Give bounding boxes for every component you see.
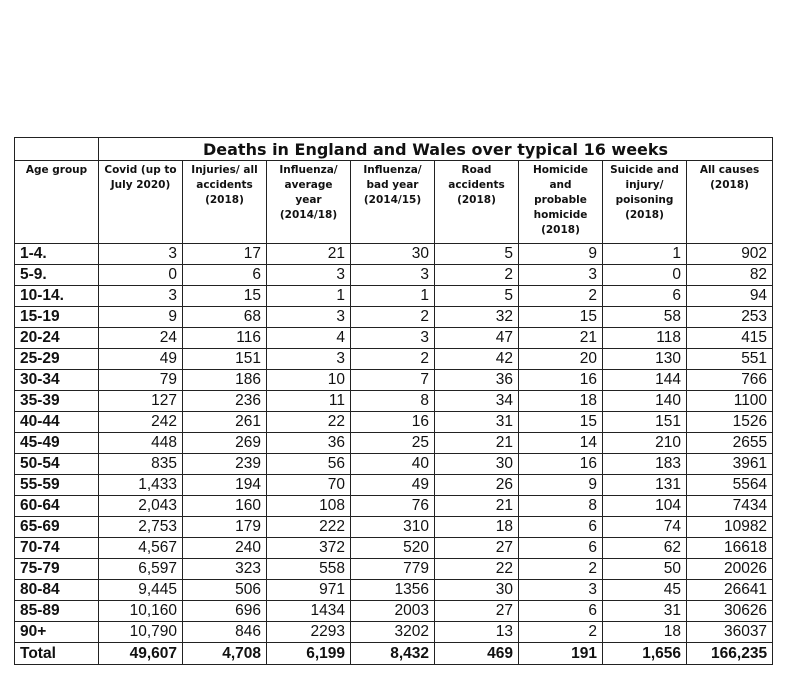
value-cell: 9 bbox=[519, 244, 603, 265]
value-cell: 30 bbox=[435, 454, 519, 475]
value-cell: 239 bbox=[183, 454, 267, 475]
value-cell: 971 bbox=[267, 580, 351, 601]
value-cell: 6 bbox=[183, 265, 267, 286]
value-cell: 94 bbox=[687, 286, 773, 307]
value-cell: 10982 bbox=[687, 517, 773, 538]
value-cell: 42 bbox=[435, 349, 519, 370]
header-row bbox=[15, 161, 773, 244]
value-cell: 14 bbox=[519, 433, 603, 454]
value-cell: 56 bbox=[267, 454, 351, 475]
table-row bbox=[15, 370, 773, 391]
table-title: Deaths in England and Wales over typical 16 weeks bbox=[99, 138, 773, 161]
table-row bbox=[15, 244, 773, 265]
value-cell: 2,753 bbox=[99, 517, 183, 538]
value-cell: 21 bbox=[267, 244, 351, 265]
value-cell: 50 bbox=[603, 559, 687, 580]
value-cell: 130 bbox=[603, 349, 687, 370]
table-row bbox=[15, 580, 773, 601]
value-cell: 9 bbox=[99, 307, 183, 328]
value-cell: 6 bbox=[603, 286, 687, 307]
value-cell: 236 bbox=[183, 391, 267, 412]
value-cell: 5 bbox=[435, 286, 519, 307]
value-cell: 10,160 bbox=[99, 601, 183, 622]
value-cell: 210 bbox=[603, 433, 687, 454]
age-group-cell: 80-84 bbox=[15, 580, 99, 601]
age-group-cell: 45-49 bbox=[15, 433, 99, 454]
value-cell: 36037 bbox=[687, 622, 773, 643]
value-cell: 31 bbox=[603, 601, 687, 622]
value-cell: 2 bbox=[351, 349, 435, 370]
age-group-cell: 35-39 bbox=[15, 391, 99, 412]
value-cell: 1 bbox=[603, 244, 687, 265]
value-cell: 520 bbox=[351, 538, 435, 559]
total-value-cell: 1,656 bbox=[603, 643, 687, 665]
value-cell: 179 bbox=[183, 517, 267, 538]
table-row bbox=[15, 286, 773, 307]
value-cell: 10,790 bbox=[99, 622, 183, 643]
table-row bbox=[15, 454, 773, 475]
value-cell: 15 bbox=[519, 412, 603, 433]
value-cell: 21 bbox=[435, 433, 519, 454]
table-row bbox=[15, 622, 773, 643]
value-cell: 140 bbox=[603, 391, 687, 412]
value-cell: 25 bbox=[351, 433, 435, 454]
value-cell: 49 bbox=[351, 475, 435, 496]
value-cell: 6 bbox=[519, 538, 603, 559]
value-cell: 16 bbox=[519, 454, 603, 475]
value-cell: 415 bbox=[687, 328, 773, 349]
age-group-cell: 75-79 bbox=[15, 559, 99, 580]
table-row bbox=[15, 433, 773, 454]
value-cell: 40 bbox=[351, 454, 435, 475]
age-group-cell: 40-44 bbox=[15, 412, 99, 433]
table-row bbox=[15, 328, 773, 349]
corner-cell bbox=[15, 138, 99, 161]
value-cell: 27 bbox=[435, 601, 519, 622]
table-row bbox=[15, 538, 773, 559]
total-value-cell: 6,199 bbox=[267, 643, 351, 665]
value-cell: 4 bbox=[267, 328, 351, 349]
value-cell: 846 bbox=[183, 622, 267, 643]
value-cell: 0 bbox=[99, 265, 183, 286]
value-cell: 30626 bbox=[687, 601, 773, 622]
column-header: Age group bbox=[15, 161, 99, 244]
value-cell: 26641 bbox=[687, 580, 773, 601]
value-cell: 62 bbox=[603, 538, 687, 559]
value-cell: 5564 bbox=[687, 475, 773, 496]
value-cell: 1434 bbox=[267, 601, 351, 622]
age-group-cell: 5-9. bbox=[15, 265, 99, 286]
age-group-cell: 60-64 bbox=[15, 496, 99, 517]
total-value-cell: 191 bbox=[519, 643, 603, 665]
value-cell: 3 bbox=[99, 286, 183, 307]
value-cell: 144 bbox=[603, 370, 687, 391]
value-cell: 3 bbox=[351, 328, 435, 349]
value-cell: 3 bbox=[267, 307, 351, 328]
value-cell: 20 bbox=[519, 349, 603, 370]
table-row bbox=[15, 475, 773, 496]
value-cell: 3202 bbox=[351, 622, 435, 643]
value-cell: 261 bbox=[183, 412, 267, 433]
age-group-cell: 70-74 bbox=[15, 538, 99, 559]
value-cell: 20026 bbox=[687, 559, 773, 580]
value-cell: 835 bbox=[99, 454, 183, 475]
age-group-cell: 90+ bbox=[15, 622, 99, 643]
value-cell: 30 bbox=[435, 580, 519, 601]
total-value-cell: 4,708 bbox=[183, 643, 267, 665]
value-cell: 17 bbox=[183, 244, 267, 265]
value-cell: 2003 bbox=[351, 601, 435, 622]
value-cell: 31 bbox=[435, 412, 519, 433]
age-group-cell: 30-34 bbox=[15, 370, 99, 391]
value-cell: 6 bbox=[519, 517, 603, 538]
value-cell: 79 bbox=[99, 370, 183, 391]
value-cell: 448 bbox=[99, 433, 183, 454]
value-cell: 18 bbox=[519, 391, 603, 412]
value-cell: 118 bbox=[603, 328, 687, 349]
value-cell: 7434 bbox=[687, 496, 773, 517]
value-cell: 242 bbox=[99, 412, 183, 433]
title-row bbox=[15, 138, 773, 161]
value-cell: 240 bbox=[183, 538, 267, 559]
value-cell: 21 bbox=[519, 328, 603, 349]
value-cell: 11 bbox=[267, 391, 351, 412]
value-cell: 183 bbox=[603, 454, 687, 475]
value-cell: 310 bbox=[351, 517, 435, 538]
value-cell: 222 bbox=[267, 517, 351, 538]
value-cell: 2 bbox=[519, 286, 603, 307]
total-row bbox=[15, 643, 773, 665]
value-cell: 10 bbox=[267, 370, 351, 391]
age-group-cell: 25-29 bbox=[15, 349, 99, 370]
age-group-cell: 10-14. bbox=[15, 286, 99, 307]
value-cell: 70 bbox=[267, 475, 351, 496]
value-cell: 2 bbox=[519, 559, 603, 580]
value-cell: 131 bbox=[603, 475, 687, 496]
age-group-cell: 85-89 bbox=[15, 601, 99, 622]
value-cell: 24 bbox=[99, 328, 183, 349]
table-row bbox=[15, 559, 773, 580]
value-cell: 26 bbox=[435, 475, 519, 496]
table-row bbox=[15, 265, 773, 286]
column-header: Suicide and injury/ poisoning (2018) bbox=[603, 161, 687, 244]
value-cell: 1,433 bbox=[99, 475, 183, 496]
value-cell: 8 bbox=[351, 391, 435, 412]
value-cell: 160 bbox=[183, 496, 267, 517]
age-group-cell: 1-4. bbox=[15, 244, 99, 265]
column-header: Influenza/ average year (2014/18) bbox=[267, 161, 351, 244]
value-cell: 21 bbox=[435, 496, 519, 517]
table-row bbox=[15, 496, 773, 517]
value-cell: 32 bbox=[435, 307, 519, 328]
value-cell: 8 bbox=[519, 496, 603, 517]
value-cell: 3961 bbox=[687, 454, 773, 475]
value-cell: 104 bbox=[603, 496, 687, 517]
value-cell: 18 bbox=[435, 517, 519, 538]
value-cell: 2 bbox=[351, 307, 435, 328]
table-row bbox=[15, 517, 773, 538]
value-cell: 2293 bbox=[267, 622, 351, 643]
age-group-cell: 50-54 bbox=[15, 454, 99, 475]
value-cell: 68 bbox=[183, 307, 267, 328]
value-cell: 18 bbox=[603, 622, 687, 643]
value-cell: 1526 bbox=[687, 412, 773, 433]
value-cell: 269 bbox=[183, 433, 267, 454]
value-cell: 82 bbox=[687, 265, 773, 286]
table-row bbox=[15, 307, 773, 328]
value-cell: 151 bbox=[183, 349, 267, 370]
total-label: Total bbox=[15, 643, 99, 665]
total-value-cell: 469 bbox=[435, 643, 519, 665]
value-cell: 49 bbox=[99, 349, 183, 370]
value-cell: 766 bbox=[687, 370, 773, 391]
table-row bbox=[15, 349, 773, 370]
value-cell: 323 bbox=[183, 559, 267, 580]
value-cell: 696 bbox=[183, 601, 267, 622]
value-cell: 506 bbox=[183, 580, 267, 601]
value-cell: 6,597 bbox=[99, 559, 183, 580]
column-header: Influenza/ bad year (2014/15) bbox=[351, 161, 435, 244]
value-cell: 76 bbox=[351, 496, 435, 517]
value-cell: 2 bbox=[519, 622, 603, 643]
value-cell: 22 bbox=[435, 559, 519, 580]
age-group-cell: 55-59 bbox=[15, 475, 99, 496]
value-cell: 36 bbox=[267, 433, 351, 454]
deaths-table bbox=[14, 137, 773, 665]
value-cell: 16618 bbox=[687, 538, 773, 559]
value-cell: 74 bbox=[603, 517, 687, 538]
value-cell: 108 bbox=[267, 496, 351, 517]
value-cell: 372 bbox=[267, 538, 351, 559]
table-row bbox=[15, 412, 773, 433]
value-cell: 2655 bbox=[687, 433, 773, 454]
value-cell: 2,043 bbox=[99, 496, 183, 517]
value-cell: 1100 bbox=[687, 391, 773, 412]
value-cell: 27 bbox=[435, 538, 519, 559]
value-cell: 902 bbox=[687, 244, 773, 265]
value-cell: 22 bbox=[267, 412, 351, 433]
value-cell: 151 bbox=[603, 412, 687, 433]
value-cell: 116 bbox=[183, 328, 267, 349]
value-cell: 16 bbox=[519, 370, 603, 391]
table-row bbox=[15, 601, 773, 622]
value-cell: 30 bbox=[351, 244, 435, 265]
age-group-cell: 65-69 bbox=[15, 517, 99, 538]
value-cell: 2 bbox=[435, 265, 519, 286]
age-group-cell: 20-24 bbox=[15, 328, 99, 349]
value-cell: 3 bbox=[267, 265, 351, 286]
value-cell: 186 bbox=[183, 370, 267, 391]
value-cell: 15 bbox=[183, 286, 267, 307]
value-cell: 5 bbox=[435, 244, 519, 265]
value-cell: 1 bbox=[267, 286, 351, 307]
value-cell: 779 bbox=[351, 559, 435, 580]
value-cell: 7 bbox=[351, 370, 435, 391]
value-cell: 0 bbox=[603, 265, 687, 286]
value-cell: 47 bbox=[435, 328, 519, 349]
value-cell: 1356 bbox=[351, 580, 435, 601]
value-cell: 16 bbox=[351, 412, 435, 433]
column-header: Homicide and probable homicide (2018) bbox=[519, 161, 603, 244]
age-group-cell: 15-19 bbox=[15, 307, 99, 328]
value-cell: 36 bbox=[435, 370, 519, 391]
value-cell: 127 bbox=[99, 391, 183, 412]
value-cell: 551 bbox=[687, 349, 773, 370]
value-cell: 6 bbox=[519, 601, 603, 622]
value-cell: 3 bbox=[351, 265, 435, 286]
value-cell: 4,567 bbox=[99, 538, 183, 559]
value-cell: 3 bbox=[267, 349, 351, 370]
value-cell: 34 bbox=[435, 391, 519, 412]
value-cell: 1 bbox=[351, 286, 435, 307]
value-cell: 45 bbox=[603, 580, 687, 601]
value-cell: 58 bbox=[603, 307, 687, 328]
column-header: Road accidents (2018) bbox=[435, 161, 519, 244]
value-cell: 3 bbox=[99, 244, 183, 265]
value-cell: 3 bbox=[519, 265, 603, 286]
column-header: Injuries/ all accidents (2018) bbox=[183, 161, 267, 244]
column-header: All causes (2018) bbox=[687, 161, 773, 244]
column-header: Covid (up to July 2020) bbox=[99, 161, 183, 244]
value-cell: 9,445 bbox=[99, 580, 183, 601]
table-row bbox=[15, 391, 773, 412]
value-cell: 13 bbox=[435, 622, 519, 643]
value-cell: 9 bbox=[519, 475, 603, 496]
total-value-cell: 8,432 bbox=[351, 643, 435, 665]
total-value-cell: 49,607 bbox=[99, 643, 183, 665]
value-cell: 15 bbox=[519, 307, 603, 328]
value-cell: 3 bbox=[519, 580, 603, 601]
value-cell: 558 bbox=[267, 559, 351, 580]
total-value-cell: 166,235 bbox=[687, 643, 773, 665]
value-cell: 253 bbox=[687, 307, 773, 328]
value-cell: 194 bbox=[183, 475, 267, 496]
